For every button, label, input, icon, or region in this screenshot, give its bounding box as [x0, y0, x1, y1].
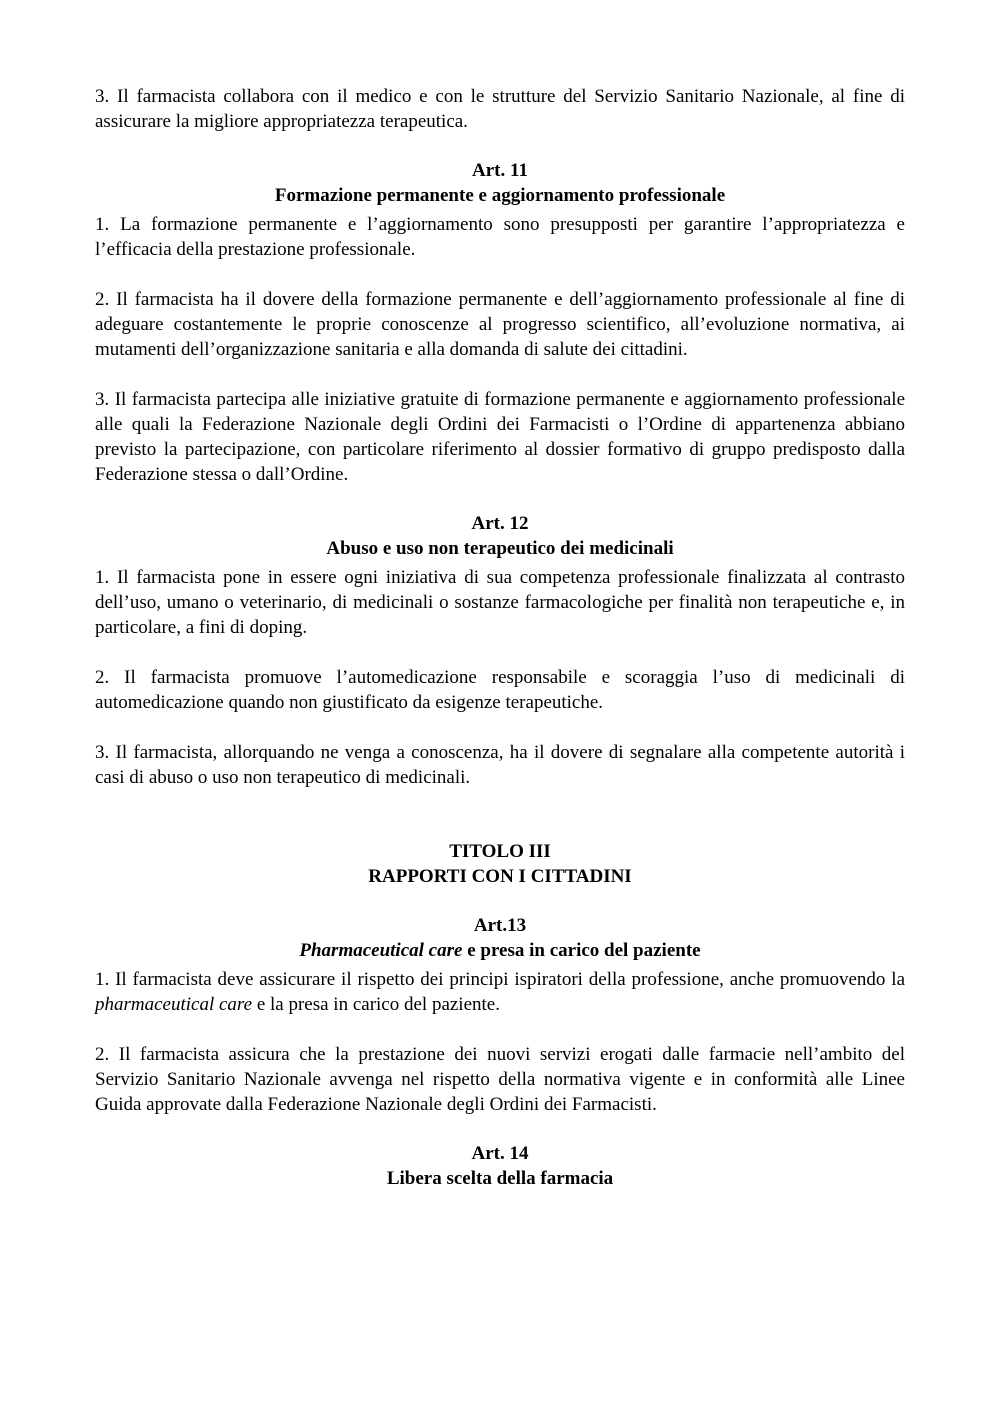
art10-paragraph-3: 3. Il farmacista collabora con il medico e con le strutture del Servizio Sanitario Nazionale, al fine di assicurare la migliore appropriatezza terapeutica.	[95, 86, 905, 132]
art13-section	[95, 913, 905, 1117]
art12-section	[95, 511, 905, 790]
titolo-section	[95, 839, 905, 889]
art13-p1-end: e la presa in carico del paziente.	[252, 994, 500, 1015]
art14-section	[95, 1141, 905, 1191]
art13-number: Art.13	[473, 915, 527, 936]
art11-paragraph-1: 1. La formazione permanente e l’aggiornamento sono presupposti per garantire l’appropriatezza e l’efficacia della prestazione professionale.	[95, 214, 905, 260]
art12-paragraph-2: 2. Il farmacista promuove l’automedicazione responsabile e scoraggia l’uso di medicinali di automedicazione quando non giustificato da esigenze terapeutiche.	[95, 667, 905, 713]
titolo-title: RAPPORTI CON I CITTADINI	[368, 866, 632, 887]
art12-number: Art. 12	[471, 513, 529, 534]
titolo-number: TITOLO III	[449, 841, 551, 862]
art13-p1-emphasis: pharmaceutical care	[95, 994, 253, 1015]
art11-paragraph-3: 3. Il farmacista partecipa alle iniziative gratuite di formazione permanente e aggiornamento professionale alle quali la Federazione Nazionale degli Ordini dei Farmacisti o l’Ordine di appartenenza abbiano previsto la partecipazione, con particolare riferimento al dossier formativo di gruppo predisposto dalla Federazione stessa o dall’Ordine.	[95, 389, 905, 485]
art14-number: Art. 14	[471, 1143, 529, 1164]
art13-paragraph-2: 2. Il farmacista assicura che la prestazione dei nuovi servizi erogati dalle farmacie nell’ambito del Servizio Sanitario Nazionale avvenga nel rispetto della normativa vigente e in conformità alle Linee Guida approvate dalla Federazione Nazionale degli Ordini dei Farmacisti.	[95, 1044, 905, 1115]
art11-paragraph-2: 2. Il farmacista ha il dovere della formazione permanente e dell’aggiornamento professionale al fine di adeguare costantemente le proprie conoscenze al progresso scientifico, all’evoluzione normativa, ai mutamenti dell’organizzazione sanitaria e alla domanda di salute dei cittadini.	[95, 289, 905, 360]
art14-title: Libera scelta della farmacia	[386, 1168, 614, 1189]
art11-number: Art. 11	[472, 160, 528, 181]
art12-title: Abuso e uso non terapeutico dei medicinali	[326, 538, 674, 559]
art11-section	[95, 158, 905, 487]
art12-paragraph-3: 3. Il farmacista, allorquando ne venga a conoscenza, ha il dovere di segnalare alla competente autorità i casi di abuso o uso non terapeutico di medicinali.	[95, 742, 905, 788]
art13-title	[95, 938, 905, 963]
document-page	[95, 84, 905, 1191]
art13-p1-start: 1. Il farmacista deve assicurare il rispetto dei principi ispiratori della professione, anche promuovendo la	[95, 969, 905, 990]
art13-title-emphasis: Pharmaceutical care	[299, 940, 463, 961]
art13-paragraph-1	[95, 967, 905, 1017]
art12-paragraph-1: 1. Il farmacista pone in essere ogni iniziativa di sua competenza professionale finalizzata al contrasto dell’uso, umano o veterinario, di medicinali o sostanze farmacologiche per finalità non terapeutiche e, in particolare, a fini di doping.	[95, 567, 905, 638]
art13-title-rest: e presa in carico del paziente	[462, 940, 701, 961]
art11-title: Formazione permanente e aggiornamento professionale	[274, 185, 726, 206]
